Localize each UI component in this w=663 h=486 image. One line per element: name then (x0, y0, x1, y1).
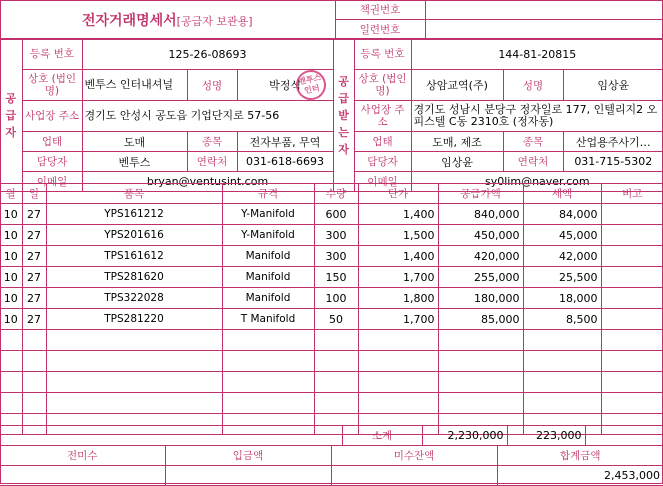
cell-spec: Manifold (222, 288, 314, 309)
subtotal-spacer (0, 426, 342, 446)
supplier-reg-no: 125-26-08693 (82, 39, 333, 70)
cell-item (46, 372, 222, 393)
book-no-label: 책권번호 (335, 0, 425, 20)
table-row (0, 246, 663, 267)
cell-unit-price: 1,400 (358, 246, 438, 267)
cell-month: 10 (0, 246, 22, 267)
table-row (0, 351, 663, 372)
balance-label: 미수잔액 (331, 446, 497, 466)
cell-tax: 42,000 (523, 246, 601, 267)
parties-table (0, 38, 663, 192)
receiver-biz-item: 산업용주사기… (563, 132, 663, 152)
cell-note (601, 372, 663, 393)
received-label: 입금액 (165, 446, 331, 466)
cell-qty: 150 (314, 267, 358, 288)
cell-tax (523, 393, 601, 414)
column-header-day: 일 (22, 184, 46, 204)
receiver-biz-type-label: 업태 (354, 132, 411, 152)
cell-day (22, 351, 46, 372)
cell-tax (523, 351, 601, 372)
cell-unit-price: 1,800 (358, 288, 438, 309)
cell-tax (523, 372, 601, 393)
cell-qty (314, 330, 358, 351)
items-body (0, 184, 663, 435)
cell-note (601, 393, 663, 414)
cell-day (22, 372, 46, 393)
book-no-value (425, 0, 663, 20)
subtotal-label: 소계 (342, 426, 422, 446)
cell-day: 27 (22, 267, 46, 288)
table-row (0, 372, 663, 393)
cell-qty (314, 393, 358, 414)
cell-note (601, 246, 663, 267)
cell-month (0, 393, 22, 414)
column-header-month: 월 (0, 184, 22, 204)
title-table (0, 0, 663, 40)
supplier-manager-label: 담당자 (22, 152, 82, 172)
table-row (0, 204, 663, 225)
supplier-biz-item-label: 종목 (187, 132, 237, 152)
receiver-biz-type: 도매, 제조 (411, 132, 503, 152)
supplier-biz-type-label: 업태 (22, 132, 82, 152)
cell-unit-price: 1,500 (358, 225, 438, 246)
subtotal-supply: 2,230,000 (422, 426, 507, 446)
cell-spec: Manifold (222, 246, 314, 267)
items-table (0, 183, 663, 435)
cell-day: 27 (22, 246, 46, 267)
receiver-name-label: 성명 (503, 70, 563, 101)
receiver-company: 상암교역(주) (411, 70, 503, 101)
received-value (165, 466, 331, 486)
cell-spec (222, 351, 314, 372)
receiver-phone-label: 연락처 (503, 152, 563, 172)
grand-total-label: 합계금액 (497, 446, 663, 466)
supplier-name: 박정식 (237, 70, 333, 101)
summary-table (0, 445, 663, 486)
cell-item: YPS201616 (46, 225, 222, 246)
cell-note (601, 351, 663, 372)
title-text: 전자거래명세서 (81, 12, 177, 29)
cell-day: 27 (22, 204, 46, 225)
cell-unit-price: 1,700 (358, 267, 438, 288)
column-header-qty: 수량 (314, 184, 358, 204)
cell-item: YPS161212 (46, 204, 222, 225)
table-row (0, 309, 663, 330)
supplier-side-label: 공 급 자 (0, 39, 22, 192)
cell-unit-price (358, 372, 438, 393)
cell-month (0, 351, 22, 372)
cell-spec (222, 330, 314, 351)
cell-unit-price: 1,700 (358, 309, 438, 330)
cell-qty: 300 (314, 225, 358, 246)
receiver-reg-no: 144-81-20815 (411, 39, 663, 70)
cell-note (601, 330, 663, 351)
receiver-phone: 031-715-5302 (563, 152, 663, 172)
cell-qty (314, 372, 358, 393)
cell-item: TPS161612 (46, 246, 222, 267)
cell-spec: Y-Manifold (222, 225, 314, 246)
cell-spec (222, 393, 314, 414)
cell-item (46, 330, 222, 351)
receiver-side-label: 공 급 받 는 자 (333, 39, 354, 192)
subtotal-tax: 223,000 (507, 426, 585, 446)
cell-day: 27 (22, 288, 46, 309)
cell-note (601, 204, 663, 225)
table-row (0, 267, 663, 288)
supplier-phone-label: 연락처 (187, 152, 237, 172)
supplier-company: 벤투스 인터내셔널 (82, 70, 187, 101)
cell-item: TPS281220 (46, 309, 222, 330)
supplier-email-label: 이메일 (22, 172, 82, 192)
column-header-spec: 규격 (222, 184, 314, 204)
cell-supply-amount: 255,000 (438, 267, 523, 288)
cell-tax (523, 330, 601, 351)
cell-tax: 25,500 (523, 267, 601, 288)
balance-value (331, 466, 497, 486)
grand-total-value: 2,453,000 (497, 466, 663, 486)
cell-month: 10 (0, 225, 22, 246)
cell-qty: 100 (314, 288, 358, 309)
cell-supply-amount: 840,000 (438, 204, 523, 225)
cell-qty: 600 (314, 204, 358, 225)
cell-qty: 300 (314, 246, 358, 267)
cell-spec: Manifold (222, 267, 314, 288)
cell-note (601, 288, 663, 309)
supplier-reg-no-label: 등록 번호 (22, 39, 82, 70)
column-header-note: 비고 (601, 184, 663, 204)
cell-item (46, 351, 222, 372)
cell-supply-amount (438, 393, 523, 414)
items-header-row (0, 184, 663, 204)
cell-unit-price: 1,400 (358, 204, 438, 225)
receiver-manager: 임상윤 (411, 152, 503, 172)
cell-supply-amount (438, 372, 523, 393)
receiver-email: sy0lim@naver.com (411, 172, 663, 192)
supplier-biz-item: 전자부품, 무역 (237, 132, 333, 152)
cell-item: TPS281620 (46, 267, 222, 288)
supplier-phone: 031-618-6693 (237, 152, 333, 172)
cell-month (0, 330, 22, 351)
cell-spec: T Manifold (222, 309, 314, 330)
supplier-address-label: 사업장 주소 (22, 101, 82, 132)
receiver-address-label: 사업장 주소 (354, 101, 411, 132)
table-row (0, 288, 663, 309)
cell-supply-amount (438, 330, 523, 351)
company-seal-stamp: 벤투스 인터 (293, 67, 329, 103)
supplier-manager: 벤투스 (82, 152, 187, 172)
supplier-email: bryan@ventusint.com (82, 172, 333, 192)
cell-month: 10 (0, 309, 22, 330)
cell-month: 10 (0, 267, 22, 288)
cell-day: 27 (22, 309, 46, 330)
cell-supply-amount: 450,000 (438, 225, 523, 246)
unpaid-value (0, 466, 165, 486)
receiver-email-label: 이메일 (354, 172, 411, 192)
serial-no-value (425, 20, 663, 40)
cell-note (601, 225, 663, 246)
cell-supply-amount (438, 351, 523, 372)
receiver-address: 경기도 성남시 분당구 정자일로 177, 인텔리지2 오피스텔 C동 2310호 (정자동) (411, 101, 663, 132)
receiver-company-label: 상호 (법인명) (354, 70, 411, 101)
cell-qty: 50 (314, 309, 358, 330)
cell-day: 27 (22, 225, 46, 246)
receiver-name: 임상윤 (563, 70, 663, 101)
cell-qty (314, 351, 358, 372)
column-header-supply-amount: 공급가액 (438, 184, 523, 204)
table-row (0, 393, 663, 414)
cell-spec (222, 372, 314, 393)
cell-tax: 45,000 (523, 225, 601, 246)
cell-unit-price (358, 351, 438, 372)
supplier-address: 경기도 안성시 공도읍 기업단지로 57-56 (82, 101, 333, 132)
supplier-biz-type: 도매 (82, 132, 187, 152)
totals-table (0, 425, 663, 446)
cell-item: TPS322028 (46, 288, 222, 309)
cell-note (601, 309, 663, 330)
title-subtitle: [공급자 보관용] (176, 14, 253, 28)
receiver-manager-label: 담당자 (354, 152, 411, 172)
cell-tax: 84,000 (523, 204, 601, 225)
supplier-company-label: 상호 (법인명) (22, 70, 82, 101)
cell-supply-amount: 420,000 (438, 246, 523, 267)
cell-month (0, 372, 22, 393)
receiver-reg-no-label: 등록 번호 (354, 39, 411, 70)
cell-spec: Y-Manifold (222, 204, 314, 225)
column-header-item: 품목 (46, 184, 222, 204)
receiver-biz-item-label: 종목 (503, 132, 563, 152)
subtotal-note (585, 426, 663, 446)
cell-day (22, 330, 46, 351)
cell-month: 10 (0, 288, 22, 309)
cell-day (22, 393, 46, 414)
serial-no-label: 일련번호 (335, 20, 425, 40)
column-header-unit-price: 단가 (358, 184, 438, 204)
supplier-name-label: 성명 (187, 70, 237, 101)
cell-note (601, 267, 663, 288)
unpaid-label: 전미수 (0, 446, 165, 466)
table-row (0, 225, 663, 246)
cell-item (46, 393, 222, 414)
cell-supply-amount: 85,000 (438, 309, 523, 330)
table-row (0, 330, 663, 351)
column-header-tax: 세액 (523, 184, 601, 204)
document-title (0, 0, 335, 40)
cell-unit-price (358, 393, 438, 414)
cell-unit-price (358, 330, 438, 351)
cell-tax: 8,500 (523, 309, 601, 330)
cell-month: 10 (0, 204, 22, 225)
cell-supply-amount: 180,000 (438, 288, 523, 309)
cell-tax: 18,000 (523, 288, 601, 309)
